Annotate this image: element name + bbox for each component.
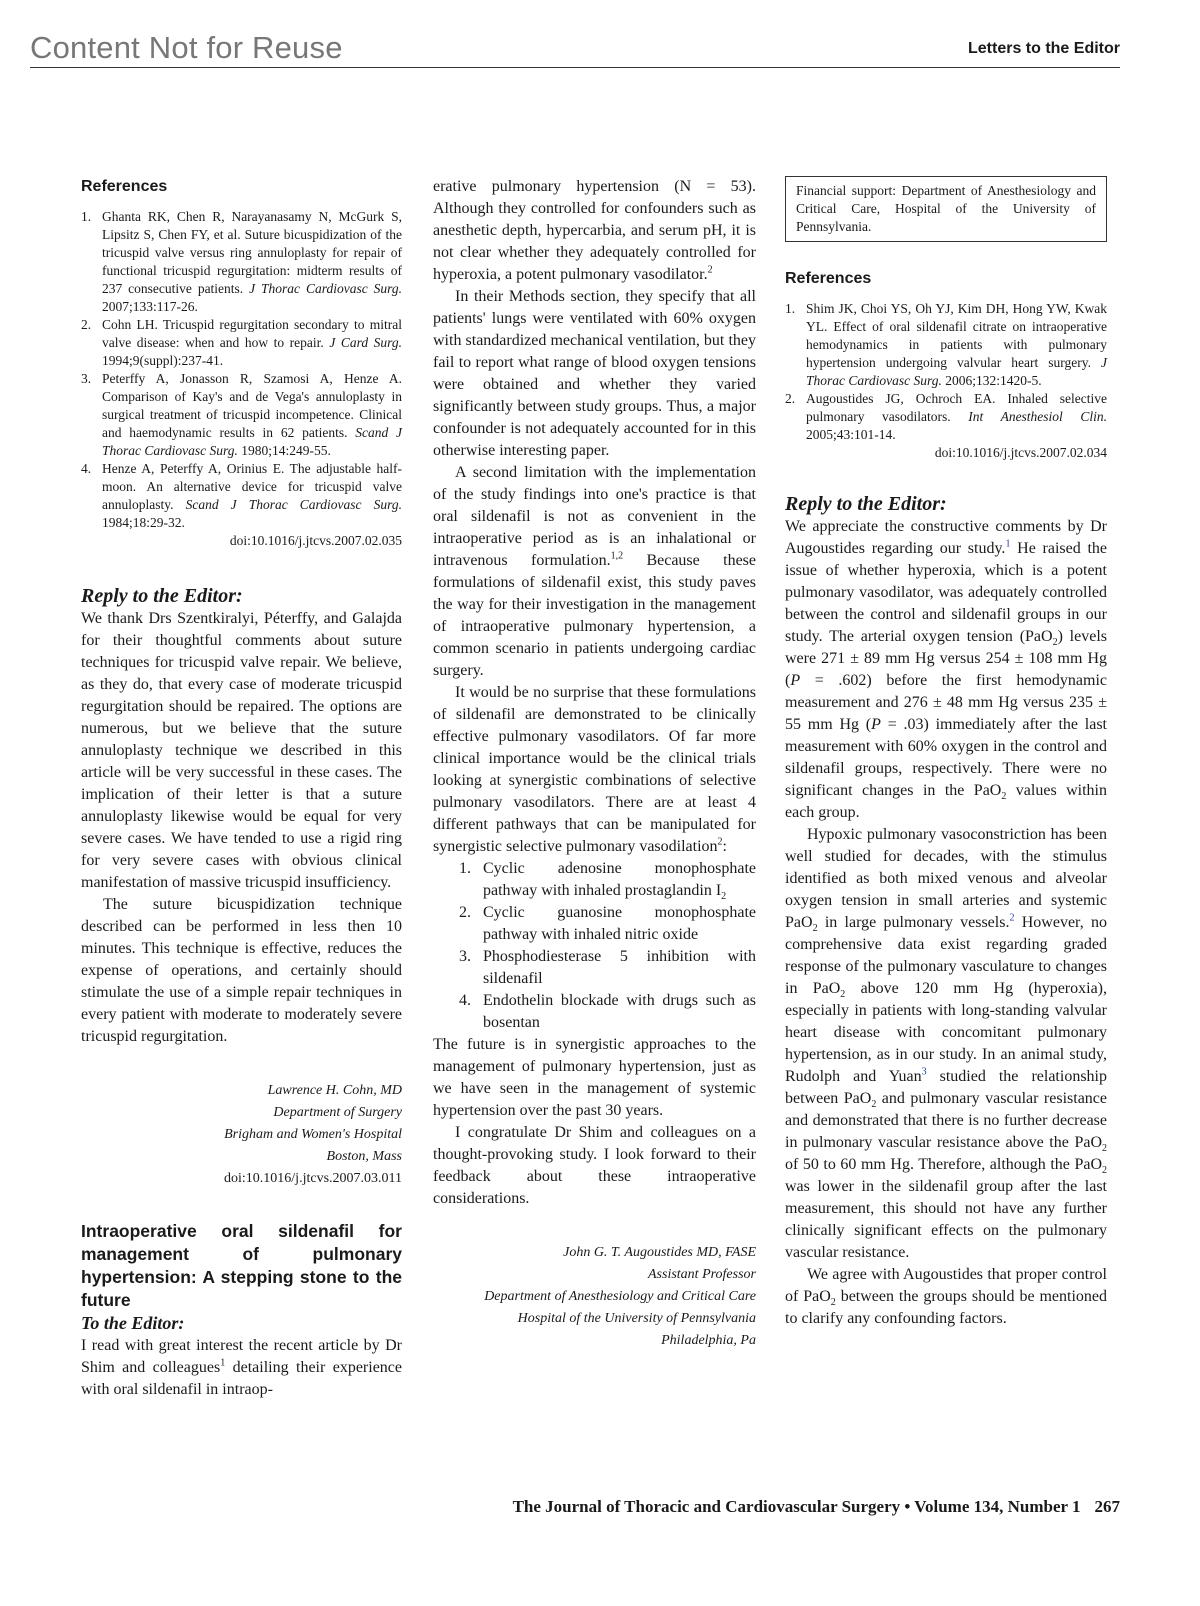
author-department: Department of Anesthesiology and Critical Care (484, 1289, 756, 1304)
page-number: 267 (1094, 1497, 1120, 1516)
reference-item: 1. Shim JK, Choi YS, Oh YJ, Kim DH, Hong YW, Kwak YL. Effect of oral sildenafil citrate on intraoperative hemodynamics in patients with pulmonary hypertension undergoing valvular heart surgery. J Thorac Cardiovasc Surg. 2006;132:1420-5. (785, 301, 1107, 388)
author-title: Assistant Professor (648, 1267, 756, 1282)
section-title: Letters to the Editor (967, 40, 1120, 57)
reference-item: 1. Ghanta RK, Chen R, Narayanasamy N, McGurk S, Lipsitz S, Chen FY, et al. Suture bicuspidization of the tricuspid valve versus ring annuloplasty for repair of functional tricuspid regurgitation: midterm results of 237 consecutive patients. J Thorac Cardiovasc Surg. 2007;133:117-26. (81, 209, 402, 314)
header-divider (30, 67, 1120, 68)
letter-paragraph: It would be no surprise that these formulations of sildenafil are demonstrated to be clinically effective pulmonary vasodilators. Of far more clinical importance would be the clinical trials looking at synergistic combinations of selective pulmonary vasodilators. There are at least 4 different pathways that can be manipulated for synergistic selective pulmonary vasodilation$^2$: (433, 684, 756, 855)
author-institution: Hospital of the University of Pennsylvania (517, 1311, 756, 1326)
pathway-list (433, 858, 756, 1034)
author-location: Philadelphia, Pa (661, 1333, 756, 1348)
column-left (81, 176, 402, 1401)
author-institution: Brigham and Women's Hospital (224, 1127, 402, 1142)
letter-paragraph: I read with great interest the recent article by Dr Shim and colleagues$^1$ detailing their experience with oral sildenafil in intraop- (81, 1337, 402, 1398)
reply-paragraph: The suture bicuspidization technique described can be performed in less then 10 minutes. This technique is effective, reduces the expense of operations, and certainly should stimulate the use of a simple repair techniques in every patient with moderate to moderately severe tricuspid regurgitation. (81, 896, 402, 1045)
letter-paragraph: A second limitation with the implementation of the study findings into one's practice is that oral sildenafil is not as convenient in the intraoperative period as is an inhalational or intravenous formulation.$^{1,2}$ Because these formulations of sildenafil exist, this study paves the way for their investigation in the management of intraoperative pulmonary hypertension, a common scenario in patients undergoing cardiac surgery. (433, 464, 756, 679)
column-right (785, 176, 1107, 1330)
reference-item: 3. Peterffy A, Jonasson R, Szamosi A, Henze A. Comparison of Kay's and de Vega's annuloplasty in surgical treatment of tricuspid incompetence. Clinical and haemodynamic results in 62 patients. Scand J Thorac Cardiovasc Surg. 1980;14:249-55. (81, 371, 403, 458)
letter-paragraph: erative pulmonary hypertension (N = 53). Although they controlled for confounders such as anesthetic depth, hypercarbia, and serum pH, it is not clear whether they adequately controlled for hyperoxia, a potent pulmonary vasodilator.$^2$ (433, 178, 756, 283)
list-item: 3. Phosphodiesterase 5 inhibition with sildenafil (459, 948, 756, 987)
author-department: Department of Surgery (273, 1105, 402, 1120)
signature-block (433, 1242, 756, 1352)
reference-list (785, 300, 1107, 444)
page-footer (513, 1497, 1120, 1517)
reply-heading: Reply to the Editor: (81, 585, 243, 607)
references-doi: doi:10.1016/j.jtcvs.2007.02.034 (934, 445, 1107, 460)
reply-paragraph: We agree with Augoustides that proper control of PaO$_2$ between the groups should be mentioned to clarify any confounding factors. (785, 1266, 1107, 1327)
financial-support-box: Financial support: Department of Anesthesiology and Critical Care, Hospital of the University of Pennsylvania. (785, 176, 1107, 242)
letter-paragraph: In their Methods section, they specify that all patients' lungs were ventilated with 60% oxygen with standardized mechanical ventilation, but they fail to report what range of blood oxygen tensions were obtained and whether they varied significantly between study groups. Thus, a major confounder is not adequately accounted for in this otherwise interesting paper. (433, 288, 756, 459)
reply-paragraph: We appreciate the constructive comments by Dr Augoustides regarding our study.$^1$ He raised the issue of whether hyperoxia, which is a potent pulmonary vasodilator, was adequately controlled between the control and sildenafil groups in our study. The arterial oxygen tension (PaO$_2$) levels were 271 ± 89 mm Hg versus 254 ± 108 mm Hg (P = .602) before the first hemodynamic measurement and 276 ± 48 mm Hg versus 235 ± 55 mm Hg (P = .03) immediately after the last measurement with 60% oxygen in the control and sildenafil groups, respectively. There were no significant changes in the PaO$_2$ values within each group. (785, 518, 1108, 821)
journal-citation: The Journal of Thoracic and Cardiovascular Surgery • Volume 134, Number 1 (512, 1497, 1081, 1516)
to-editor-heading: To the Editor: (81, 1313, 185, 1333)
watermark: Content Not for Reuse (30, 30, 343, 65)
reference-item: 2. Augoustides JG, Ochroch EA. Inhaled selective pulmonary vasodilators. Int Anesthesiol Clin. 2005;43:101-14. (785, 391, 1108, 442)
list-item: 4. Endothelin blockade with drugs such as bosentan (459, 992, 756, 1031)
reply-paragraph: Hypoxic pulmonary vasoconstriction has been well studied for decades, with the stimulus identified as both mixed venous and alveolar oxygen tension in small arteries and systemic PaO$_2$ in large pulmonary vessels.$^2$ However, no comprehensive data exist regarding graded response of the pulmonary vasculature to changes in PaO$_2$ above 120 mm Hg (hyperoxia), especially in patients with long-standing valvular heart disease with concomitant pulmonary hypertension, as in our study. In an animal study, Rudolph and Yuan$^3$ studied the relationship between PaO$_2$ and pulmonary vascular resistance and demonstrated that there is no further decrease in pulmonary vascular resistance above the PaO$_2$ of 50 to 60 mm Hg. Therefore, although the PaO$_2$ was lower in the sildenafil group after the last measurement, this should not have any further clinically significant effects on the pulmonary vascular resistance. (785, 826, 1108, 1261)
reference-item: 2. Cohn LH. Tricuspid regurgitation secondary to mitral valve disease: when and how to repair. J Card Surg. 1994;9(suppl):237-41. (81, 317, 403, 368)
reply-heading: Reply to the Editor: (785, 493, 947, 515)
column-middle (433, 176, 756, 1352)
references-heading: References (785, 270, 872, 287)
reply-doi: doi:10.1016/j.jtcvs.2007.03.011 (224, 1171, 402, 1186)
list-item: 2. Cyclic guanosine monophosphate pathway with inhaled nitric oxide (459, 904, 756, 943)
author-name: John G. T. Augoustides MD, FASE (563, 1245, 756, 1260)
reply-paragraph: We thank Drs Szentkiralyi, Péterffy, and Galajda for their thoughtful comments about suture techniques for tricuspid valve repair. We believe, as they do, that every case of moderate tricuspid regurgitation should be repaired. The options are numerous, but we believe that the suture annuloplasty technique we described in this article will be very successful in these cases. The implication of their letter is that a suture annuloplasty likewise would be equal for very severe cases. We have tended to use a rigid ring for very severe cases with obvious clinical manifestation of massive tricuspid insufficiency. (81, 610, 402, 891)
letter-title: Intraoperative oral sildenafil for management of pulmonary hypertension: A stepping stone to the future (81, 1221, 402, 1310)
author-location: Boston, Mass (326, 1149, 402, 1164)
list-item: 1. Cyclic adenosine monophosphate pathway with inhaled prostaglandin $I_2$ (459, 860, 756, 903)
author-name: Lawrence H. Cohn, MD (267, 1083, 402, 1098)
references-doi: doi:10.1016/j.jtcvs.2007.02.035 (229, 533, 402, 548)
letter-paragraph: The future is in synergistic approaches to the management of pulmonary hypertension, just as we have seen in the management of systemic hypertension over the past 30 years. (433, 1036, 756, 1119)
letter-paragraph: I congratulate Dr Shim and colleagues on a thought-provoking study. I look forward to their feedback about these intraoperative considerations. (433, 1124, 756, 1207)
references-heading: References (81, 178, 168, 195)
reference-item: 4. Henze A, Peterffy A, Orinius E. The adjustable half-moon. An alternative device for tricuspid valve annuloplasty. Scand J Thorac Cardiovasc Surg. 1984;18:29-32. (81, 461, 402, 530)
reference-list (81, 208, 402, 532)
signature-block (81, 1080, 402, 1190)
